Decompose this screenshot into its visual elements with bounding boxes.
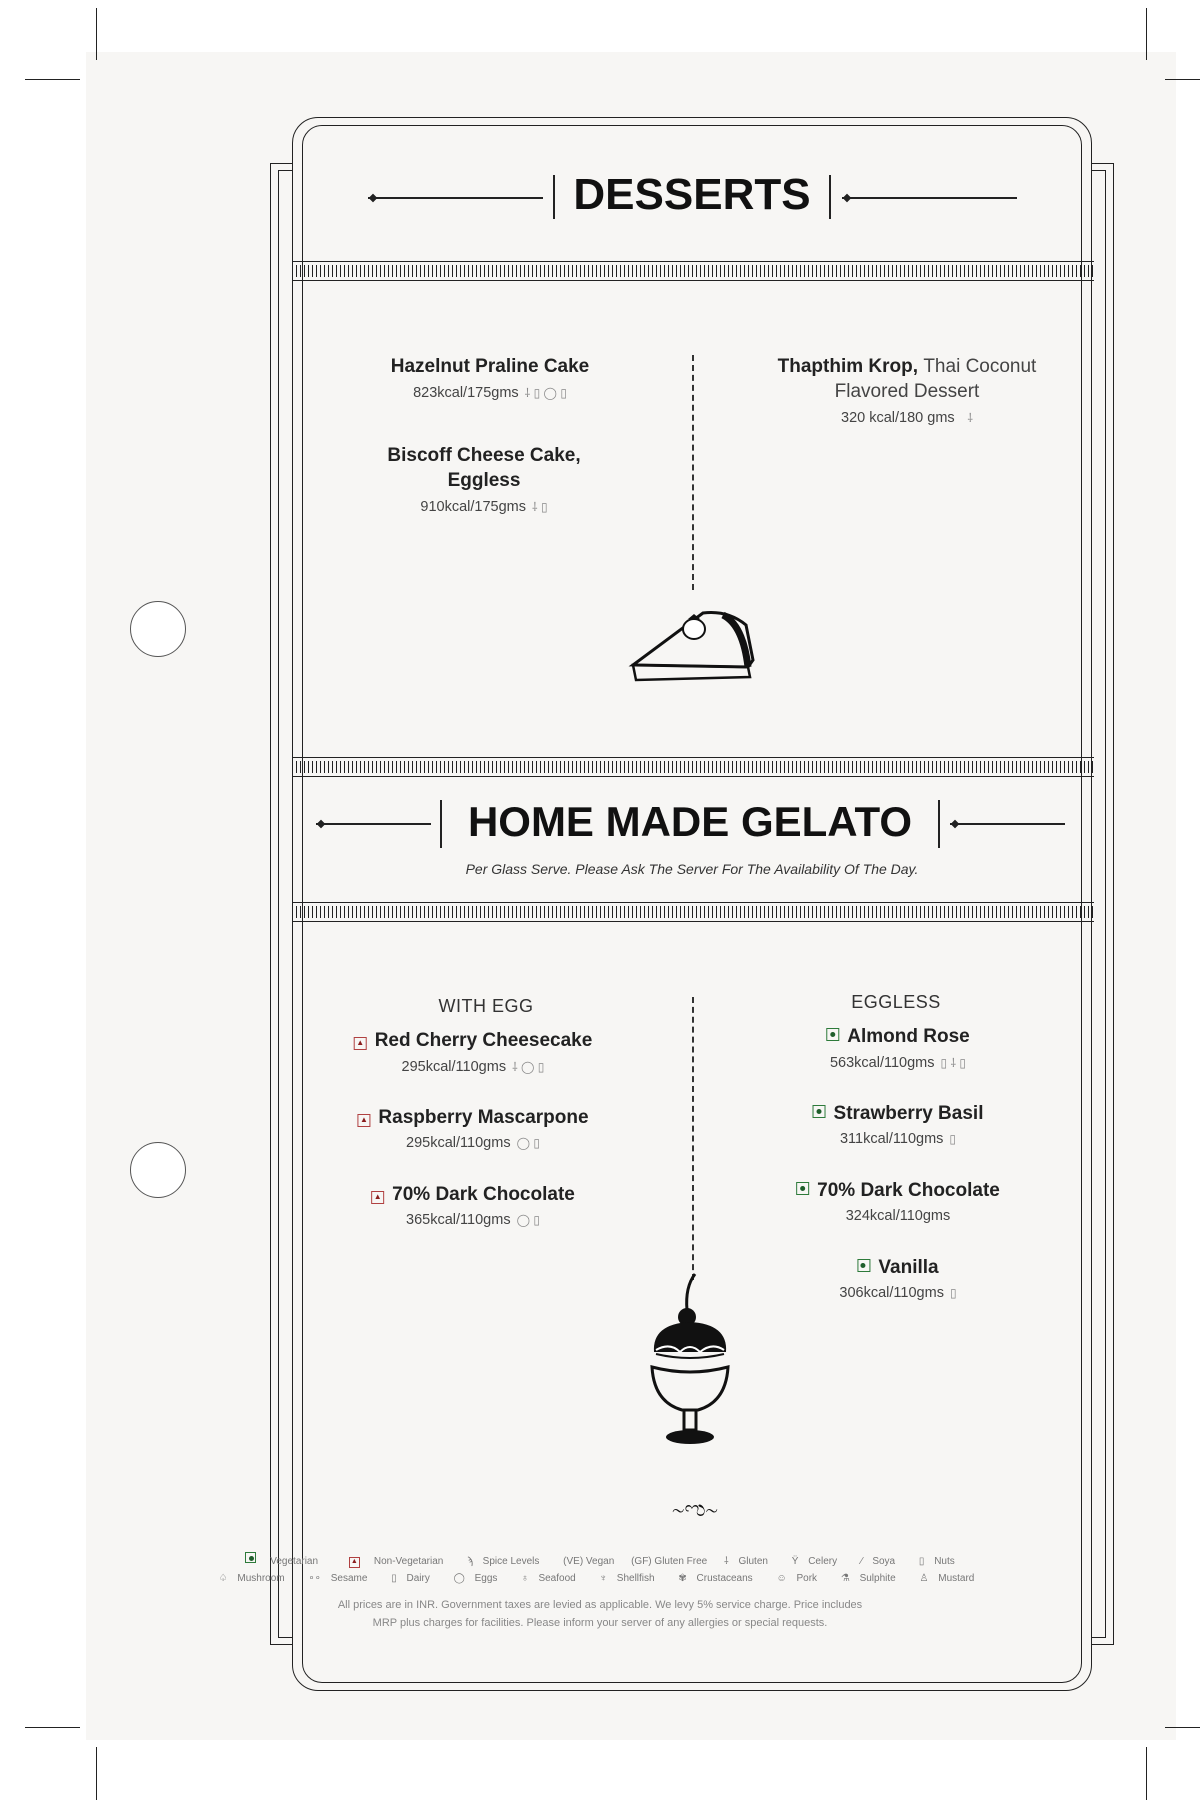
crop-mark [1146,8,1147,60]
legend-row-2 [0,1573,1200,1584]
crop-mark [1165,1727,1200,1728]
item-calories: 295kcal/110gms [401,1059,507,1075]
crop-mark [1146,1747,1147,1800]
item-name-line2: Eggless [447,470,521,491]
legend-eggs: Eggs [474,1573,498,1584]
crop-mark [25,79,80,80]
gelato-subtitle: Per Glass Serve. Please Ask The Server For The Availability Of The Day. [465,861,919,877]
legend-gluten-free: (GF) Gluten Free [631,1556,708,1567]
crop-mark [1165,79,1200,80]
item-calories: 563kcal/110gms [829,1055,935,1071]
gelato-title: HOME MADE GELATO [467,798,913,845]
crop-mark [96,1747,97,1800]
binder-hole [130,601,186,657]
item-name: Hazelnut Praline Cake [390,356,590,377]
allergen-icons: ▯ ⸸ ▯ [940,1056,967,1070]
dessert-item [778,354,1037,426]
gelato-item [371,1182,575,1228]
allergen-icons: ⸸ ◯ ▯ [512,1060,545,1074]
ornament-divider: ∼ಌ∼ [672,1496,718,1521]
sesame-icon: ∘∘ Sesame [308,1573,368,1584]
item-desc: Thai Coconut [923,356,1037,377]
veg-icon [826,1028,839,1041]
item-name: Strawberry Basil [833,1103,984,1124]
legend-vegetarian: Vegetarian [270,1556,319,1567]
cake-slice-illustration [628,605,758,687]
item-name: Almond Rose [847,1026,970,1047]
item-desc-line2: Flavored Dessert [834,381,980,402]
stripe-band [292,757,1094,777]
footnote-line-1: All prices are in INR. Government taxes are levied as applicable. We levy 5% service charge. Price includes [337,1599,863,1611]
flourish-right [950,823,1065,825]
legend-shellfish: Shellfish [616,1573,655,1584]
gluten-icon: ⸸ Gluten [724,1556,768,1567]
footnote-line-2: MRP plus charges for facilities. Please inform your server of any allergies or special requests. [372,1617,828,1629]
title-bar [553,175,555,219]
chili-icon: ϡ Spice Levels [467,1556,540,1567]
allergen-icons: ◯ ▯ [516,1213,540,1227]
gelato-item [357,1105,588,1151]
gluten-icon: ⸸ [960,411,973,425]
veg-icon [796,1182,809,1195]
non-veg-icon: ▲ [354,1037,367,1050]
pork-icon: ☺ Pork [776,1573,818,1584]
non-veg-icon: ▲ [371,1191,384,1204]
item-name: Raspberry Mascarpone [378,1107,589,1128]
flourish-left [368,197,543,199]
binder-hole [130,1142,186,1198]
non-veg-icon: ▲ [357,1114,370,1127]
dotted-divider [692,355,694,590]
crustaceans-icon: ✾ Crustaceans [678,1573,753,1584]
gelato-item [839,1255,956,1301]
non-veg-icon: ▲ [349,1557,360,1568]
crop-mark [96,8,97,60]
legend-vegan: (VE) Vegan [563,1556,615,1567]
title-bar [938,800,940,848]
allergen-icons: ◯ ▯ [516,1136,540,1150]
shellfish-icon: ♆ Shellfish [599,1573,655,1584]
legend-sesame: Sesame [330,1573,368,1584]
item-name: Vanilla [878,1257,939,1278]
with-egg-heading: WITH EGG [438,996,534,1016]
legend-seafood: Seafood [538,1573,576,1584]
item-calories: 320 kcal/180 gms [841,410,955,426]
sulphite-icon: ⚗ Sulphite [840,1573,896,1584]
gelato-item [354,1028,593,1075]
gelato-item [826,1024,969,1071]
flourish-left [316,823,431,825]
gelato-item [813,1101,984,1147]
item-name: Red Cherry Cheesecake [374,1030,593,1051]
veg-icon [245,1552,256,1563]
legend-row-1 [0,1552,1200,1568]
item-calories: 823kcal/175gms [413,385,519,401]
legend-spice: Spice Levels [482,1556,540,1567]
legend-gluten: Gluten [738,1556,768,1567]
flourish-right [842,197,1017,199]
item-calories: 311kcal/110gms [839,1131,944,1147]
item-calories: 295kcal/110gms [406,1135,511,1151]
legend-celery: Celery [808,1556,838,1567]
legend-nuts: Nuts [934,1556,955,1567]
legend-mustard: Mustard [938,1573,975,1584]
celery-icon: Ÿ Celery [791,1556,838,1567]
dotted-divider [692,997,694,1280]
nuts-icon: ▯ Nuts [918,1556,955,1567]
gelato-item [796,1178,1000,1224]
veg-icon [857,1259,870,1272]
desserts-title: DESSERTS [573,170,811,219]
legend-crustaceans: Crustaceans [696,1573,753,1584]
item-calories: 324kcal/110gms [845,1208,951,1224]
item-name: 70% Dark Chocolate [817,1180,1000,1201]
crop-mark [25,1727,80,1728]
legend-sulphite: Sulphite [859,1573,896,1584]
sundae-illustration [640,1272,740,1454]
legend-non-vegetarian: Non-Vegetarian [373,1556,444,1567]
title-bar [440,800,442,848]
item-calories: 306kcal/110gms [839,1285,944,1301]
dessert-item [387,443,580,515]
legend-dairy: Dairy [406,1573,430,1584]
stripe-band [292,902,1094,922]
legend-mushroom: Mushroom [237,1573,285,1584]
legend-soya: Soya [872,1556,896,1567]
title-bar [829,175,831,219]
legend-pork: Pork [796,1573,818,1584]
dessert-item [391,354,590,401]
egg-icon: ◯ Eggs [453,1573,498,1584]
item-name: 70% Dark Chocolate [392,1184,575,1205]
item-calories: 365kcal/110gms [406,1212,511,1228]
mushroom-icon: ♤ Mushroom [218,1573,285,1584]
veg-icon [813,1105,826,1118]
allergen-icons: ⸸ ▯ ◯ ▯ [524,386,567,400]
mustard-icon: ♙ Mustard [919,1573,975,1584]
dairy-icon: ▯ Dairy [391,1573,430,1584]
seafood-icon: ♁ Seafood [521,1573,576,1584]
soya-icon: ∕ Soya [860,1556,896,1567]
item-name: Biscoff Cheese Cake, [387,445,581,466]
item-calories: 910kcal/175gms [420,499,526,515]
eggless-heading: EGGLESS [851,992,941,1012]
item-name: Thapthim Krop, [777,356,919,377]
allergen-icons: ⸸ ▯ [532,500,548,514]
stripe-band [292,261,1094,281]
allergen-icons: ▯ [949,1132,957,1146]
allergen-icons: ▯ [949,1286,957,1300]
